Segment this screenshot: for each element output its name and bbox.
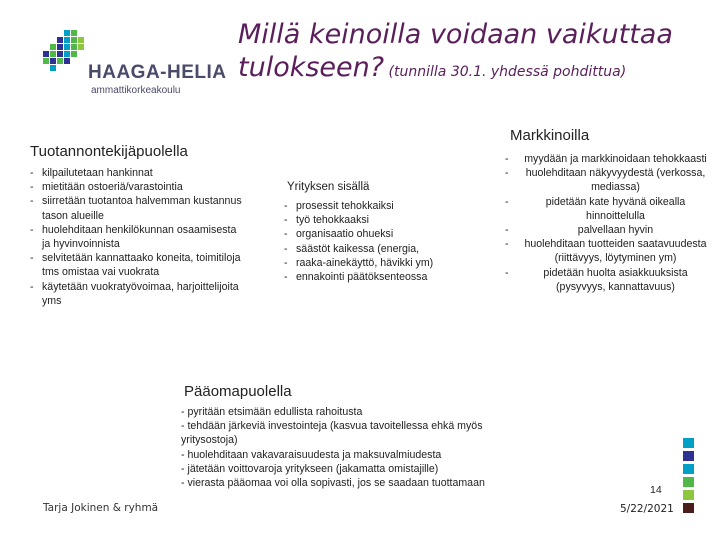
list-item: - kilpailutetaan hankinnat bbox=[30, 166, 245, 180]
producer-heading: Tuotannontekijäpuolella bbox=[30, 143, 188, 160]
page-number: 14 bbox=[650, 484, 662, 496]
text-line: - jätetään voittovaroja yritykseen (jakamatta omistajille) bbox=[181, 462, 439, 475]
company-heading: Yrityksen sisällä bbox=[287, 181, 370, 193]
text-line: - tehdään järkeviä investointeja (kasvua tavoitellessa ehkä myös bbox=[181, 420, 483, 433]
footer-author: Tarja Jokinen & ryhmä bbox=[43, 502, 159, 514]
list-item: - työ tehokkaaksi bbox=[284, 213, 494, 227]
list-item: - raaka-ainekäyttö, hävikki ym) bbox=[284, 256, 494, 270]
market-list bbox=[505, 152, 710, 294]
slide-title bbox=[238, 18, 708, 89]
capital-text bbox=[181, 405, 581, 490]
list-item: - prosessit tehokkaiksi bbox=[284, 199, 494, 213]
list-item: - palvellaan hyvin bbox=[505, 223, 710, 237]
title-main: tulokseen? bbox=[238, 52, 385, 83]
producer-list bbox=[30, 166, 245, 308]
list-item: - huolehditaan näkyvyydestä (verkossa, mediassa) bbox=[505, 166, 710, 194]
color-square bbox=[683, 490, 694, 500]
list-item: - pidetään kate hyvänä oikealla hinnoittelulla bbox=[505, 195, 710, 223]
text-line: - pyritään etsimään edullista rahoitusta bbox=[181, 406, 363, 418]
footer-date: 5/22/2021 bbox=[620, 503, 674, 515]
title-line-2 bbox=[238, 51, 708, 89]
list-item: - myydään ja markkinoidaan tehokkaasti bbox=[505, 152, 710, 166]
color-square bbox=[683, 438, 694, 448]
text-line: yritysostoja) bbox=[181, 434, 238, 447]
list-item: - käytetään vuokratyövoimaa, harjoittelijoita yms bbox=[30, 280, 245, 308]
market-heading: Markkinoilla bbox=[510, 127, 590, 144]
text-line: - vierasta pääomaa voi olla sopivasti, jos se saadaan tuottamaan bbox=[181, 477, 485, 490]
color-square bbox=[683, 503, 694, 513]
list-item: - selvitetään kannattaako koneita, toimitiloja tms omistaa vai vuokrata bbox=[30, 251, 245, 279]
list-item: - siirretään tuotantoa halvemman kustannus tason alueille bbox=[30, 194, 245, 222]
list-item: - organisaatio ohueksi bbox=[284, 227, 494, 241]
list-item: - säästöt kaikessa (energia, bbox=[284, 242, 494, 256]
color-square bbox=[683, 464, 694, 474]
decorative-color-bar bbox=[683, 438, 695, 516]
title-line-1: Millä keinoilla voidaan vaikuttaa bbox=[238, 19, 673, 50]
list-item: - pidetään huolta asiakkuuksista (pysyvyys, kannattavuus) bbox=[505, 266, 710, 294]
logo-subtitle: ammattikorkeakoulu bbox=[91, 85, 181, 96]
title-sub: (tunnilla 30.1. yhdessä pohdittua) bbox=[384, 64, 627, 80]
text-line: - huolehditaan vakavaraisuudesta ja maksuvalmiudesta bbox=[181, 448, 442, 461]
list-item: - ennakointi päätöksenteossa bbox=[284, 270, 494, 284]
capital-heading: Pääomapuolella bbox=[184, 383, 292, 400]
logo-name: HAAGA-HELIA bbox=[88, 62, 227, 83]
logo bbox=[38, 30, 228, 110]
list-item: - huolehditaan henkilökunnan osaamisesta ja hyvinvoinnista bbox=[30, 223, 245, 251]
list-item: - mietitään ostoeriä/varastointia bbox=[30, 180, 245, 194]
company-list bbox=[284, 199, 494, 284]
color-square bbox=[683, 451, 694, 461]
list-item: - huolehditaan tuotteiden saatavuudesta (riittävyys, löytyminen ym) bbox=[505, 237, 710, 265]
color-square bbox=[683, 477, 694, 487]
